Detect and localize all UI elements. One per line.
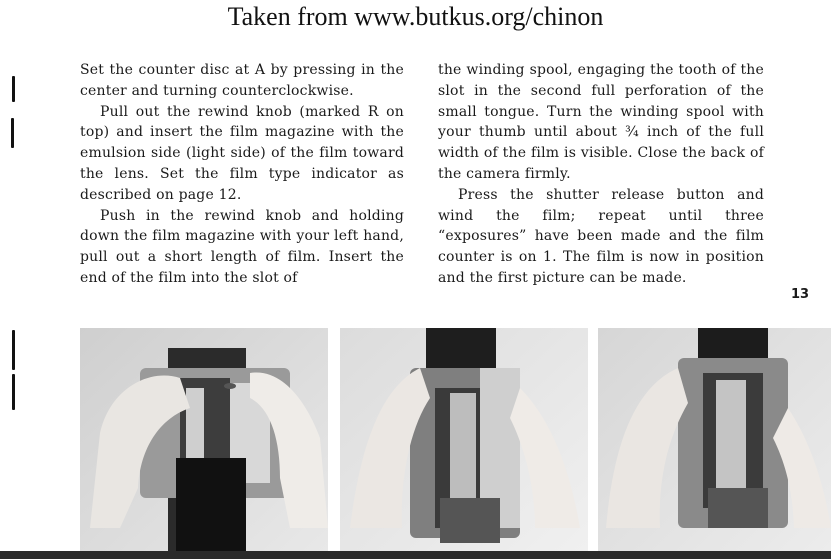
left-text-column	[80, 60, 404, 289]
hands-closing-camera-back-icon	[598, 328, 831, 553]
bottom-rule	[0, 551, 831, 559]
page-number: 13	[791, 287, 810, 302]
hands-threading-film-onto-spool-icon	[340, 328, 588, 553]
binding-mark	[12, 374, 15, 410]
binding-mark	[11, 118, 14, 148]
paragraph: Push in the rewind knob and holding down the film magazine with your left hand, pull out a short length of film. Insert the end of the film into the slot of	[80, 207, 404, 286]
paragraph: Set the counter disc at A by pressing in the center and turning counterclockwise.	[80, 62, 404, 99]
hands-inserting-film-magazine-icon	[80, 328, 328, 553]
paragraph: the winding spool, engaging the tooth of the slot in the second full perforation of the small tongue. Turn the winding spool with your thumb until about ¾ inch of the full width of the film is visible. Close the back of the camera firmly.	[438, 62, 764, 182]
paragraph: Pull out the rewind knob (marked R on top) and insert the film magazine with the emulsion side (light side) of the film toward the lens. Set the film type indicator as described on page 12.	[80, 103, 404, 203]
paragraph: Press the shutter release button and wind the film; repeat until three “exposures” have been made and the film counter is on 1. The film is now in position and the first picture can be made.	[438, 186, 764, 286]
right-text-column	[438, 60, 764, 289]
binding-mark	[12, 76, 15, 102]
page-header: Taken from www.butkus.org/chinon	[227, 2, 604, 31]
binding-mark	[12, 330, 15, 370]
